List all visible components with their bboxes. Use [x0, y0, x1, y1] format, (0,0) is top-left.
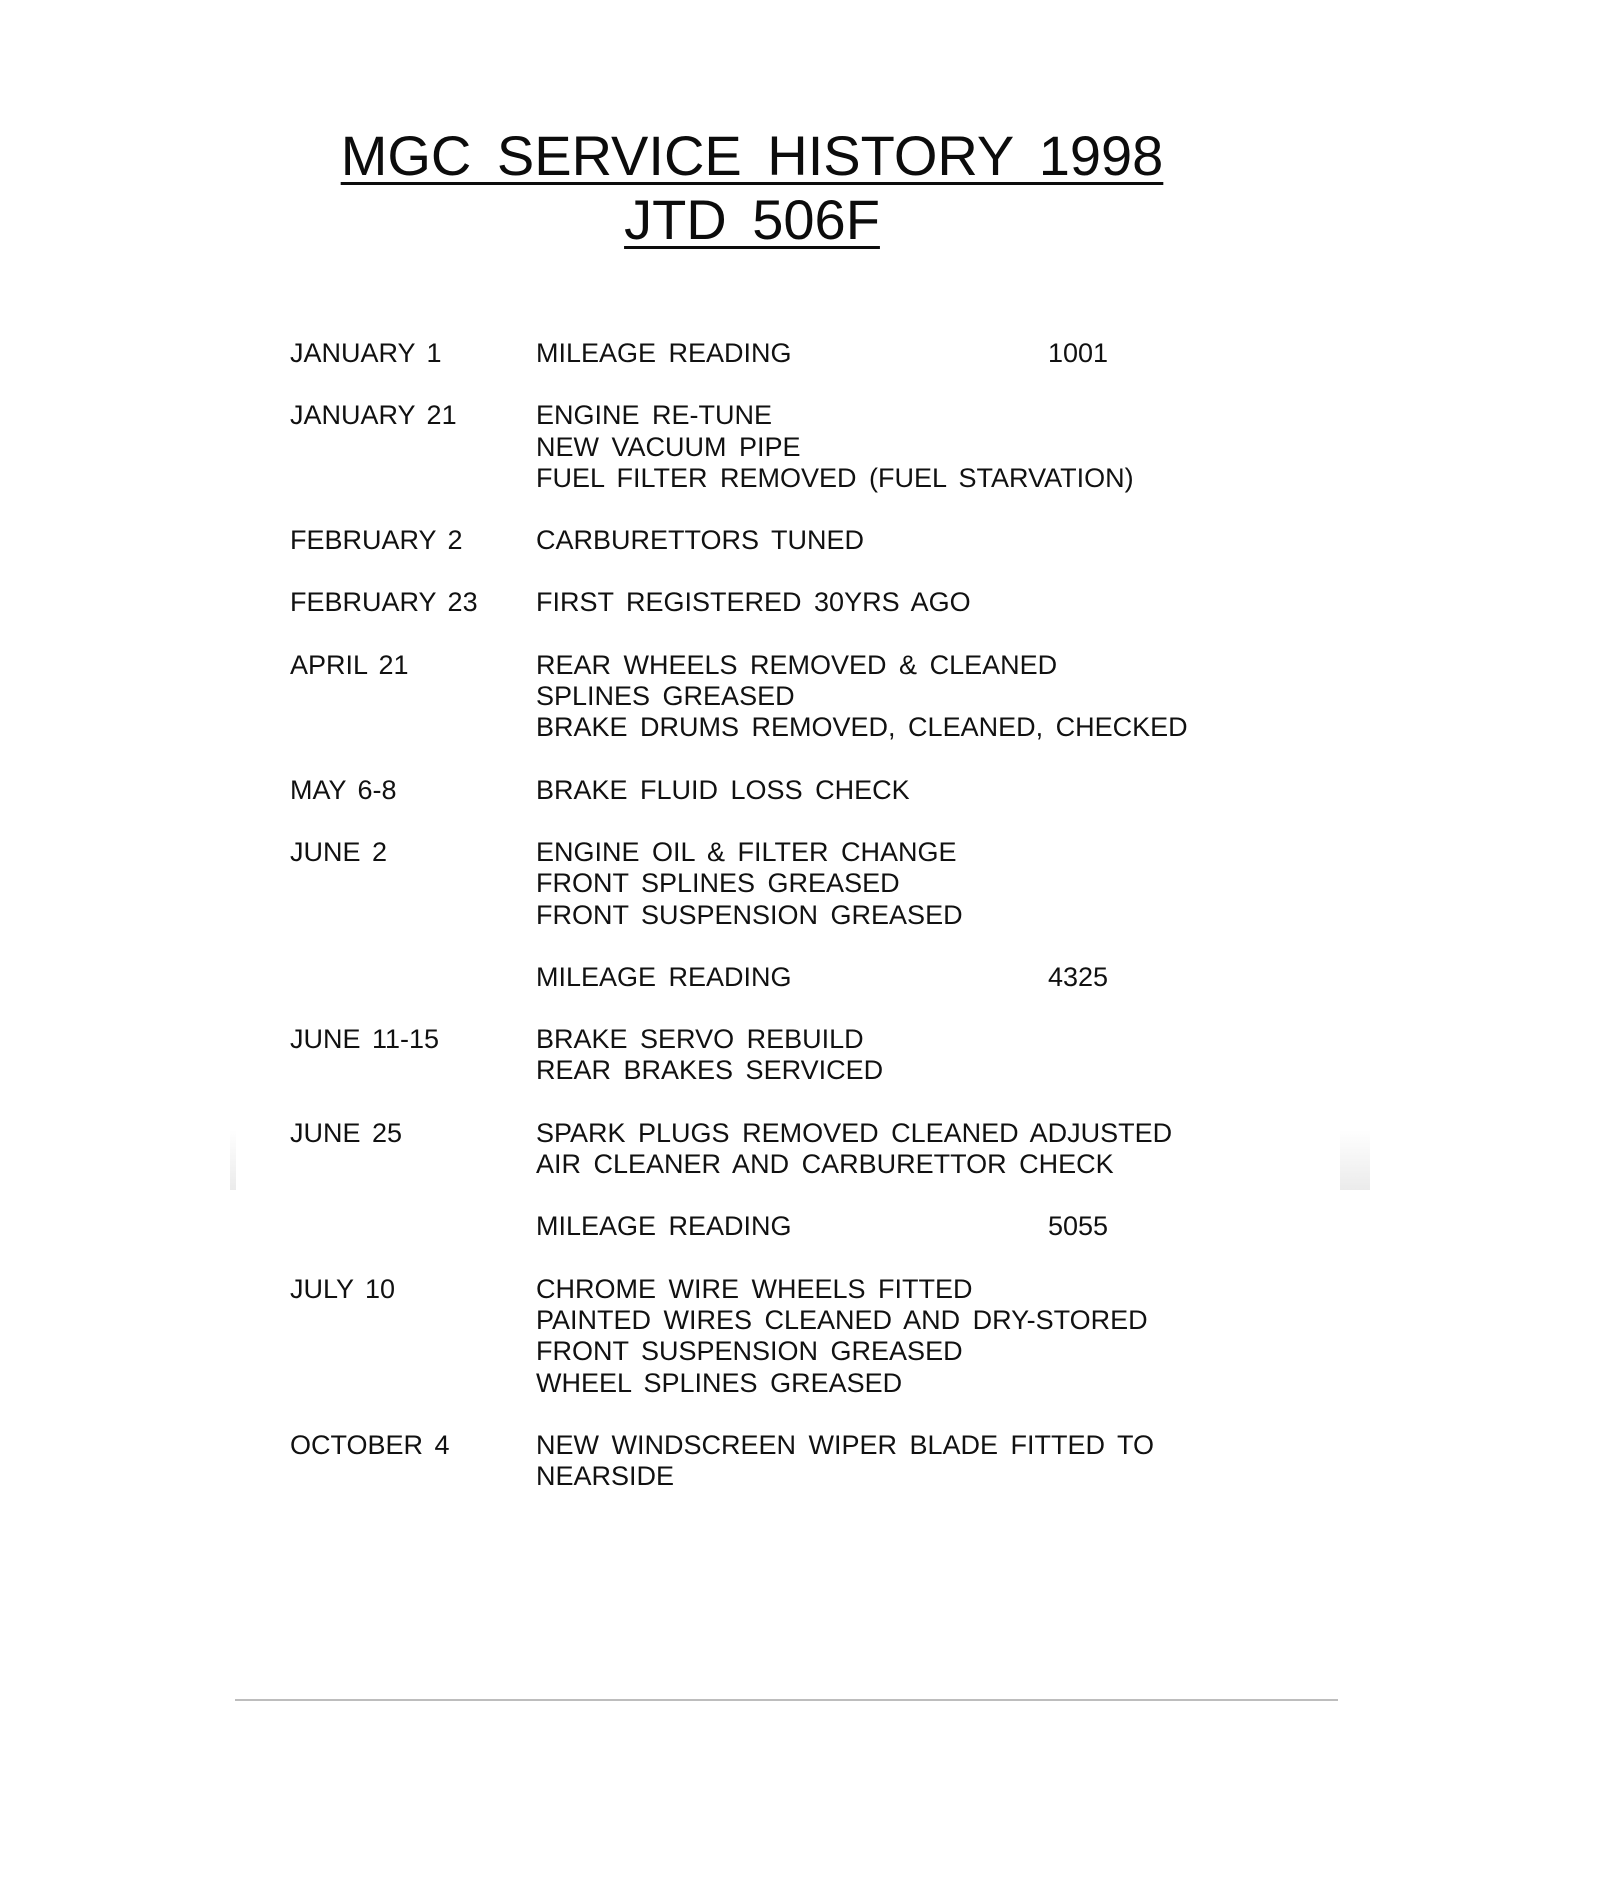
entry-items — [536, 775, 1190, 806]
entry-description: FRONT SPLINES GREASED — [536, 868, 900, 899]
entry-items — [536, 1118, 1190, 1181]
entry-line — [536, 587, 1190, 618]
service-entry — [290, 650, 1190, 744]
entry-line — [536, 1336, 1190, 1367]
page-edge-shade-right — [1340, 1130, 1370, 1190]
entry-line — [536, 1274, 1190, 1305]
entry-date: FEBRUARY 2 — [290, 525, 463, 556]
entry-date: JUNE 11-15 — [290, 1024, 440, 1055]
service-entry — [290, 1024, 1190, 1087]
entry-line — [536, 1024, 1190, 1055]
service-entry — [290, 1118, 1190, 1181]
document-title: MGC SERVICE HISTORY 1998 — [340, 124, 1164, 187]
entry-line — [536, 962, 1190, 993]
entry-line — [536, 681, 1190, 712]
mileage-value: 5055 — [1048, 1211, 1109, 1242]
entry-line — [536, 1055, 1190, 1086]
entry-description: FUEL FILTER REMOVED (FUEL STARVATION) — [536, 462, 1134, 493]
entry-date — [290, 1211, 536, 1242]
service-entry — [290, 1274, 1190, 1399]
entry-description: BRAKE SERVO REBUILD — [536, 1024, 864, 1055]
entry-description: FRONT SUSPENSION GREASED — [536, 1336, 963, 1367]
entry-description: BRAKE DRUMS REMOVED, CLEANED, CHECKED — [536, 712, 1188, 743]
entry-line — [536, 1368, 1190, 1399]
service-entry — [290, 1211, 1190, 1242]
entry-items — [536, 1024, 1190, 1087]
entry-description: CARBURETTORS TUNED — [536, 525, 865, 556]
mileage-value: 1001 — [1048, 338, 1109, 368]
entry-description: SPARK PLUGS REMOVED CLEANED ADJUSTED — [536, 1117, 1173, 1148]
entry-date: JANUARY 21 — [290, 400, 457, 431]
entry-items — [536, 650, 1190, 744]
entry-description: MILEAGE READING — [536, 961, 792, 992]
entry-line — [536, 432, 1190, 463]
service-entry — [290, 525, 1190, 556]
entry-items — [536, 1430, 1190, 1493]
entry-line — [536, 525, 1190, 556]
entry-line — [536, 1430, 1190, 1461]
service-entry — [290, 338, 1190, 369]
entry-date: JULY 10 — [290, 1273, 396, 1304]
entry-description: WHEEL SPLINES GREASED — [536, 1367, 903, 1398]
page-edge-shade-left — [230, 1130, 236, 1190]
entry-line — [536, 775, 1190, 806]
entry-description: AIR CLEANER AND CARBURETTOR CHECK — [536, 1149, 1114, 1180]
service-entry — [290, 962, 1190, 993]
entry-line — [536, 338, 1190, 369]
entry-description: FRONT SUSPENSION GREASED — [536, 899, 963, 930]
entry-description: MILEAGE READING — [536, 1211, 792, 1242]
entry-date: JANUARY 1 — [290, 338, 442, 368]
entry-items — [536, 962, 1190, 993]
entry-line — [536, 1211, 1190, 1242]
service-log — [290, 338, 1190, 1523]
entry-description: REAR BRAKES SERVICED — [536, 1055, 884, 1086]
entry-line — [536, 463, 1190, 494]
entry-description: NEW WINDSCREEN WIPER BLADE FITTED TO — [536, 1429, 1155, 1460]
entry-line — [536, 900, 1190, 931]
entry-items — [536, 587, 1190, 618]
entry-line — [536, 1118, 1190, 1149]
service-entry — [290, 775, 1190, 806]
entry-description: ENGINE OIL & FILTER CHANGE — [536, 836, 957, 867]
entry-description: MILEAGE READING — [536, 338, 792, 368]
entry-line — [536, 1461, 1190, 1492]
vehicle-registration: JTD 506F — [624, 188, 880, 251]
entry-items — [536, 1274, 1190, 1399]
entry-items — [536, 338, 1190, 369]
page-divider — [235, 1699, 1338, 1701]
service-entry — [290, 1430, 1190, 1493]
entry-items — [536, 1211, 1190, 1242]
entry-description: PAINTED WIRES CLEANED AND DRY-STORED — [536, 1304, 1148, 1335]
entry-date: MAY 6-8 — [290, 774, 397, 805]
entry-line — [536, 868, 1190, 899]
mileage-value: 4325 — [1048, 961, 1109, 992]
entry-description: NEW VACUUM PIPE — [536, 431, 801, 462]
entry-date: FEBRUARY 23 — [290, 587, 478, 618]
entry-description: BRAKE FLUID LOSS CHECK — [536, 774, 910, 805]
entry-line — [536, 712, 1190, 743]
entry-line — [536, 1305, 1190, 1336]
entry-date — [290, 962, 536, 993]
service-entry — [290, 587, 1190, 618]
entry-date: OCTOBER 4 — [290, 1429, 450, 1460]
service-entry — [290, 400, 1190, 494]
entry-description: FIRST REGISTERED 30YRS AGO — [536, 587, 971, 618]
entry-items — [536, 837, 1190, 931]
entry-date: JUNE 2 — [290, 836, 388, 867]
entry-description: ENGINE RE-TUNE — [536, 400, 773, 431]
entry-description: REAR WHEELS REMOVED & CLEANED — [536, 649, 1058, 680]
service-entry — [290, 837, 1190, 931]
entry-description: SPLINES GREASED — [536, 681, 795, 712]
entry-line — [536, 650, 1190, 681]
entry-date: JUNE 25 — [290, 1117, 403, 1148]
entry-line — [536, 400, 1190, 431]
entry-date: APRIL 21 — [290, 649, 409, 680]
entry-items — [536, 400, 1190, 494]
entry-line — [536, 837, 1190, 868]
entry-description: CHROME WIRE WHEELS FITTED — [536, 1273, 973, 1304]
entry-description: NEARSIDE — [536, 1461, 675, 1492]
entry-line — [536, 1149, 1190, 1180]
entry-items — [536, 525, 1190, 556]
